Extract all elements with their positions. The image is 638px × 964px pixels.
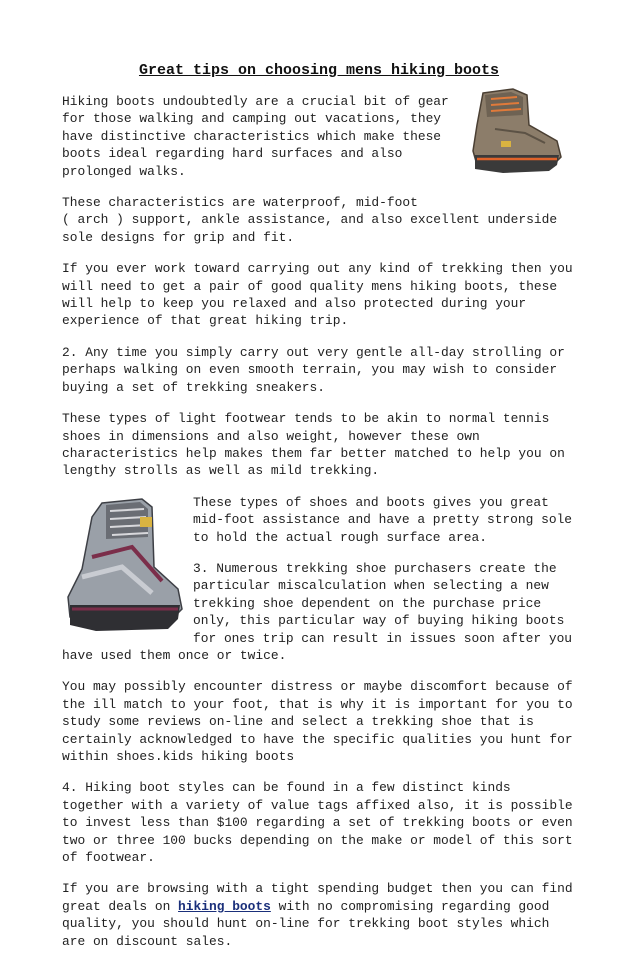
- paragraph-light-footwear: These types of light footwear tends to be akin to normal tennis shoes in dimensions and also weight, however these own characteristics help makes them far better matched to help you on lengthy strolls as well as mild trekking.: [62, 411, 565, 479]
- grey-hiking-boot-image: [62, 497, 190, 639]
- paragraph-trekking: If you ever work toward carrying out any kind of trekking then you will need to get a pair of good quality mens hiking boots, these will help to keep you relaxed and also protected during your experience of that great hiking trip.: [62, 261, 573, 329]
- paragraph-tip-4: 4. Hiking boot styles can be found in a few distinct kinds together with a variety of value tags affixed also, it is possible to invest less than $100 regarding a set of trekking boots or even two or three 100 bucks depending on the make or model of this sort of footwear.: [62, 780, 573, 866]
- article-body: [62, 93, 577, 964]
- paragraph-support: These types of shoes and boots gives you great mid-foot assistance and have a pretty strong sole to hold the actual rough surface area.: [193, 494, 573, 545]
- paragraph-tip-3: 3. Numerous trekking shoe purchasers create the particular miscalculation when selecting a new trekking shoe dependent on the purchase price only, this particular way of buying hiking boots for ones trip can result in issues soon after you have used them once or twice.: [62, 560, 573, 663]
- paragraph-tip-2: 2. Any time you simply carry out very gentle all-day strolling or perhaps walking on even smooth terrain, you may wish to consider buying a set of trekking sneakers.: [62, 344, 565, 395]
- paragraph-intro: Hiking boots undoubtedly are a crucial bit of gear for those walking and camping out vacations, they have distinctive characteristics which make these boots ideal regarding hard surfaces and also prolonged walks.: [62, 94, 449, 179]
- hiking-boots-link[interactable]: hiking boots: [178, 898, 271, 914]
- page-title: Great tips on choosing mens hiking boots: [138, 62, 500, 79]
- paragraph-budget: If you are browsing with a tight spending budget then you can find great deals on hiking boots with no compromising regarding good quality, you should hunt on-line for trekking boot styles which are on discount sales.: [62, 881, 573, 949]
- paragraph-discomfort: You may possibly encounter distress or maybe discomfort because of the ill match to your foot, that is why it is important for you to study some reviews on-line and select a trekking shoe that is certainly acknowledged to have the specific qualities you hunt for within shoes.kids hiking boots: [62, 679, 573, 764]
- paragraph-characteristics: These characteristics are waterproof, mid-foot ( arch ) support, ankle assistance, and also excellent underside sole designs for grip and fit.: [62, 195, 558, 245]
- image-wrap-section: [62, 494, 577, 665]
